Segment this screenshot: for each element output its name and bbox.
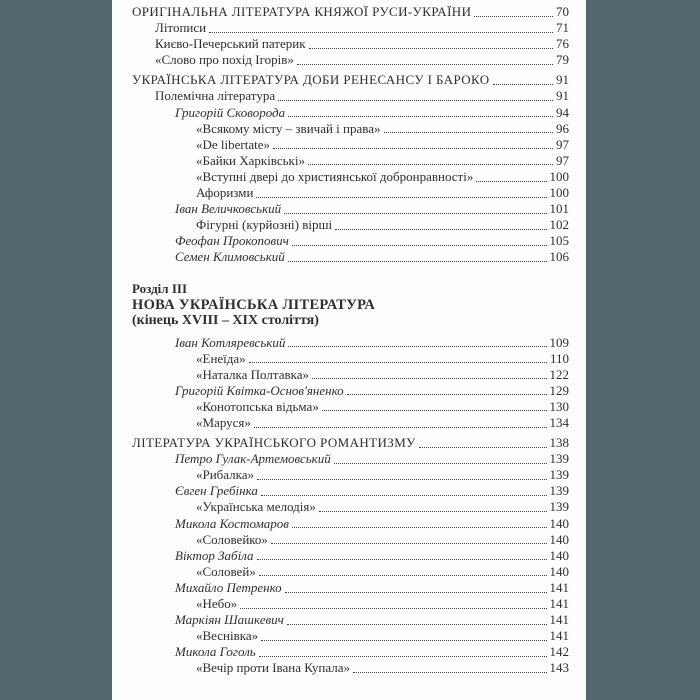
page-number: 122 [549,366,569,382]
toc-entry [132,532,569,548]
entry-title: ЛІТЕРАТУРА УКРАЇНСЬКОГО РОМАНТИЗМУ [132,435,416,451]
page-number: 140 [549,547,569,563]
entry-title: «Конотопська відьма» [196,398,319,414]
page-number: 79 [556,52,569,68]
dot-leader [297,64,553,65]
entry-title: Маркіян Шашкевич [175,612,284,628]
dot-leader [240,608,546,609]
entry-title: Євген Гребінка [175,483,258,499]
page-number: 141 [549,612,569,628]
entry-title: Григорій Сковорода [175,104,286,120]
entry-title: УКРАЇНСЬКА ЛІТЕРАТУРА ДОБИ РЕНЕСАНСУ І БАРОКО [132,72,490,88]
toc-entry [132,596,569,612]
dot-leader [278,100,553,101]
page-number: 110 [549,350,569,366]
entry-title: Іван Котляревський [175,334,286,350]
dot-leader [308,164,553,165]
page-number: 96 [556,120,569,136]
entry-title: Віктор Забіла [175,547,254,563]
dot-leader [259,575,547,576]
toc-entry [132,660,569,676]
entry-title: ОРИГІНАЛЬНА ЛІТЕРАТУРА КНЯЖОЇ РУСИ-УКРАЇНИ [132,4,472,19]
page-number: 97 [556,136,569,152]
page-number: 100 [549,185,569,201]
toc-entry [132,137,569,153]
dot-leader [493,84,553,85]
toc-entry [132,88,569,104]
toc-entry [132,36,569,52]
page-number: 94 [556,104,569,120]
entry-title: «Соловей» [196,563,256,579]
toc-page [112,0,586,700]
page-number: 141 [549,628,569,644]
toc-entry [132,499,569,515]
entry-title: Іван Величковський [175,201,282,217]
dot-leader [288,346,546,347]
page-number: 140 [549,515,569,531]
toc-entry [132,483,569,499]
entry-title: «Українська мелодія» [196,499,316,515]
entry-title: Феофан Прокопович [175,233,289,249]
entry-title: Афоризми [196,185,254,201]
dot-leader [335,229,546,230]
toc-entry [132,121,569,137]
page-number: 140 [549,531,569,547]
page-number: 76 [556,36,569,52]
toc-entry [132,20,569,36]
dot-leader [257,559,547,560]
entry-title: Григорій Квітка-Основ'яненко [175,382,344,398]
dot-leader [288,261,547,262]
entry-title: «Енеїда» [196,350,246,366]
toc-entry [132,516,569,532]
dot-leader [319,511,547,512]
page-number: 142 [549,644,569,660]
dot-leader [261,495,547,496]
toc-entry [132,153,569,169]
dot-leader [288,116,553,117]
dot-leader [254,427,547,428]
toc-list [132,4,569,676]
page-number: 91 [556,72,569,88]
entry-title: «Маруся» [196,414,251,430]
dot-leader [273,148,553,149]
dot-leader [384,132,554,133]
toc-entry [132,467,569,483]
section-heading [132,281,569,329]
toc-entry [132,351,569,367]
page-number: 143 [549,660,569,676]
toc-entry [132,399,569,415]
entry-title: «Веснівка» [196,628,259,644]
entry-title: Михайло Петренко [175,579,282,595]
toc-entry [132,52,569,68]
page-number: 102 [549,217,569,233]
dot-leader [249,362,547,363]
entry-title: «Небо» [196,596,238,611]
toc-entry [132,644,569,660]
entry-title: «Наталка Полтавка» [196,366,310,382]
toc-entry [132,383,569,399]
toc-entry [132,451,569,467]
entry-title: «Байки Харківські» [196,152,305,168]
entry-title: Літописи [155,20,207,36]
entry-title: Києво-Печерський патерик [155,36,306,52]
toc-entry [132,580,569,596]
toc-entry [132,217,569,233]
page-number: 71 [556,20,569,36]
entry-title: Петро Гулак-Артемовський [175,451,331,467]
section-heading-line: НОВА УКРАЇНСЬКА ЛІТЕРАТУРА [132,296,376,313]
entry-title: «Всякому місту – звичай і права» [196,120,381,136]
toc-entry [132,249,569,265]
dot-leader [261,640,546,641]
dot-leader [334,463,547,464]
toc-entry [132,201,569,217]
dot-leader [209,32,553,33]
page-number: 134 [549,414,569,430]
toc-entry [132,185,569,201]
dot-leader [285,592,547,593]
page-number: 141 [549,596,569,611]
toc-entry [132,4,569,20]
entry-title: «Вечір проти Івана Купала» [196,660,351,676]
entry-title: «De libertate» [196,136,270,152]
dot-leader [312,378,546,379]
toc-entry [132,628,569,644]
page-number: 139 [549,467,569,483]
dot-leader [271,543,547,544]
dot-leader [284,213,546,214]
dot-leader [309,48,553,49]
toc-entry [132,548,569,564]
entry-title: Семен Климовський [175,249,285,265]
entry-title: «Соловейко» [196,531,268,547]
page-number: 140 [549,563,569,579]
dot-leader [353,672,546,673]
page-number: 138 [549,435,569,451]
page-number: 105 [549,233,569,249]
page-number: 141 [549,579,569,595]
entry-title: «Рибалка» [196,467,255,483]
dot-leader [292,527,547,528]
toc-entry [132,564,569,580]
dot-leader [322,410,547,411]
toc-entry [132,435,569,451]
section-heading-line: Розділ III [132,280,188,296]
page-number: 97 [556,152,569,168]
entry-title: Микола Гоголь [175,644,256,660]
toc-entry [132,367,569,383]
page-number: 70 [556,4,569,19]
dot-leader [259,656,547,657]
toc-entry [132,72,569,88]
entry-title: Фігурні (курйозні) вірші [196,217,333,233]
dot-leader [419,447,547,448]
dot-leader [287,624,547,625]
dot-leader [474,16,553,17]
toc-entry [132,415,569,431]
toc-entry [132,233,569,249]
page-number: 139 [549,451,569,467]
toc-entry [132,612,569,628]
entry-title: Микола Костомаров [175,515,289,531]
page-number: 91 [556,88,569,104]
section-heading-line: (кінець XVIII – XIX століття) [132,312,319,328]
toc-entry [132,169,569,185]
page-number: 139 [549,499,569,515]
dot-leader [292,245,547,246]
page-number: 106 [549,249,569,265]
dot-leader [256,197,546,198]
dot-leader [257,479,546,480]
dot-leader [476,181,546,182]
page-number: 139 [549,483,569,499]
entry-title: «Вступні двері до християнської добронравності» [196,168,474,184]
page-number: 130 [549,398,569,414]
dot-leader [347,394,547,395]
page-number: 101 [549,201,569,217]
entry-title: «Слово про похід Ігорів» [155,52,294,68]
page-number: 109 [549,334,569,350]
page-number: 100 [549,168,569,184]
entry-title: Полемічна література [155,88,276,104]
toc-entry [132,335,569,351]
page-number: 129 [549,382,569,398]
toc-entry [132,105,569,121]
